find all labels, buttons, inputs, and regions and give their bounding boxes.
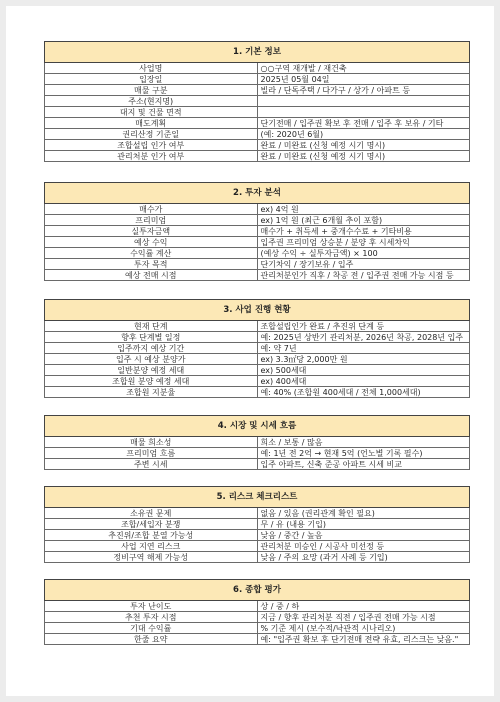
row-label: 정비구역 해제 가능성 <box>45 552 258 563</box>
row-value: 2025년 05월 04일 <box>257 74 470 85</box>
section-title: 1. 기본 정보 <box>45 42 470 63</box>
row-label: 사업 지연 리스크 <box>45 541 258 552</box>
row-label: 일반분양 예정 세대 <box>45 365 258 376</box>
row-value: (예: 2020년 6월) <box>257 129 470 140</box>
row-label: 매도계획 <box>45 118 258 129</box>
section-market-trend <box>44 415 470 470</box>
row-value: 완료 / 미완료 (신청 예정 시기 명시) <box>257 151 470 162</box>
row-label: 매수가 <box>45 204 258 215</box>
row-label: 대지 및 건물 면적 <box>45 107 258 118</box>
section-title: 4. 시장 및 시세 흐름 <box>45 416 470 437</box>
row-value: % 기준 제시 (보수적/낙관적 시나리오) <box>257 623 470 634</box>
row-label: 주소(현지명) <box>45 96 258 107</box>
row-label: 예상 전매 시점 <box>45 270 258 281</box>
row-label: 조합설립 인가 여부 <box>45 140 258 151</box>
row-label: 수익률 계산 <box>45 248 258 259</box>
row-value: 관리처분인가 직후 / 착공 전 / 입주권 전매 가능 시점 등 <box>257 270 470 281</box>
row-value: 희소 / 보통 / 많음 <box>257 437 470 448</box>
row-label: 추진위/조합 분열 가능성 <box>45 530 258 541</box>
row-value: 매수가 + 취득세 + 중개수수료 + 기타비용 <box>257 226 470 237</box>
row-value: ex) 1억 원 (최근 6개월 추이 포함) <box>257 215 470 226</box>
row-value: 낮음 / 주의 요망 (과거 사례 등 기입) <box>257 552 470 563</box>
row-value: 낮음 / 중간 / 높음 <box>257 530 470 541</box>
row-value: 없음 / 있음 (권리관계 확인 필요) <box>257 508 470 519</box>
row-label: 예상 수익 <box>45 237 258 248</box>
section-overall-evaluation <box>44 579 470 645</box>
row-label: 입장일 <box>45 74 258 85</box>
row-value: ex) 4억 원 <box>257 204 470 215</box>
row-value: 단기전매 / 입주권 확보 후 전매 / 입주 후 보유 / 기타 <box>257 118 470 129</box>
row-label: 권리산정 기준일 <box>45 129 258 140</box>
row-label: 입주까지 예상 기간 <box>45 343 258 354</box>
row-value: 관리처분 미승인 / 시공사 미선정 등 <box>257 541 470 552</box>
row-value: 무 / 유 (내용 기입) <box>257 519 470 530</box>
row-value: 예: 약 7년 <box>257 343 470 354</box>
section-title: 2. 투자 분석 <box>45 183 470 204</box>
row-label: 현재 단계 <box>45 321 258 332</box>
row-value: 입주권 프리미엄 상승분 / 분양 후 시세차익 <box>257 237 470 248</box>
row-label: 조합/세입자 분쟁 <box>45 519 258 530</box>
row-label: 투자 목적 <box>45 259 258 270</box>
row-value: ○○구역 재개발 / 재건축 <box>257 63 470 74</box>
row-label: 사업명 <box>45 63 258 74</box>
section-investment-analysis <box>44 182 470 281</box>
row-label: 매물 구분 <box>45 85 258 96</box>
row-value <box>257 107 470 118</box>
row-value: 빌라 / 단독주택 / 다가구 / 상가 / 아파트 등 <box>257 85 470 96</box>
row-label: 한줄 요약 <box>45 634 258 645</box>
row-value: ex) 500세대 <box>257 365 470 376</box>
row-value: 예: 1년 전 2억 → 현재 5억 (언노별 기록 필수) <box>257 448 470 459</box>
section-title: 3. 사업 진행 현황 <box>45 300 470 321</box>
row-label: 주변 시세 <box>45 459 258 470</box>
row-value: ex) 3.3㎡당 2,000만 원 <box>257 354 470 365</box>
row-label: 프리미엄 <box>45 215 258 226</box>
row-value: 지금 / 향후 관리처분 직전 / 입주권 전매 가능 시점 <box>257 612 470 623</box>
row-value: (예상 수익 ÷ 실투자금액) × 100 <box>257 248 470 259</box>
row-label: 조합원 지분율 <box>45 387 258 398</box>
row-label: 향후 단계별 일정 <box>45 332 258 343</box>
row-label: 매물 희소성 <box>45 437 258 448</box>
row-label: 추천 투자 시점 <box>45 612 258 623</box>
section-basic-info <box>44 41 470 162</box>
row-value: 예: 2025년 상반기 관리처분, 2026년 착공, 2028년 입주 <box>257 332 470 343</box>
document-page <box>6 6 494 696</box>
row-value: 예: 40% (조합원 400세대 / 전체 1,000세대) <box>257 387 470 398</box>
section-title: 5. 리스크 체크리스트 <box>45 487 470 508</box>
row-label: 프리미엄 흐름 <box>45 448 258 459</box>
row-label: 입주 시 예상 분양가 <box>45 354 258 365</box>
row-label: 투자 난이도 <box>45 601 258 612</box>
row-value <box>257 96 470 107</box>
row-value: 조합설립인가 완료 / 추진위 단계 등 <box>257 321 470 332</box>
row-value: 상 / 중 / 하 <box>257 601 470 612</box>
section-project-progress <box>44 299 470 398</box>
row-value: 단기차익 / 장기보유 / 입주 <box>257 259 470 270</box>
row-value: 입주 아파트, 신축 준공 아파트 시세 비교 <box>257 459 470 470</box>
row-value: 예: "입주권 확보 후 단기전매 전략 유효, 리스크는 낮음." <box>257 634 470 645</box>
section-title: 6. 종합 평가 <box>45 580 470 601</box>
row-label: 관리처분 인가 여부 <box>45 151 258 162</box>
row-label: 소유권 문제 <box>45 508 258 519</box>
section-risk-checklist <box>44 486 470 563</box>
row-value: 완료 / 미완료 (신청 예정 시기 명시) <box>257 140 470 151</box>
row-label: 조합원 분양 예정 세대 <box>45 376 258 387</box>
row-value: ex) 400세대 <box>257 376 470 387</box>
row-label: 기대 수익률 <box>45 623 258 634</box>
row-label: 실투자금액 <box>45 226 258 237</box>
